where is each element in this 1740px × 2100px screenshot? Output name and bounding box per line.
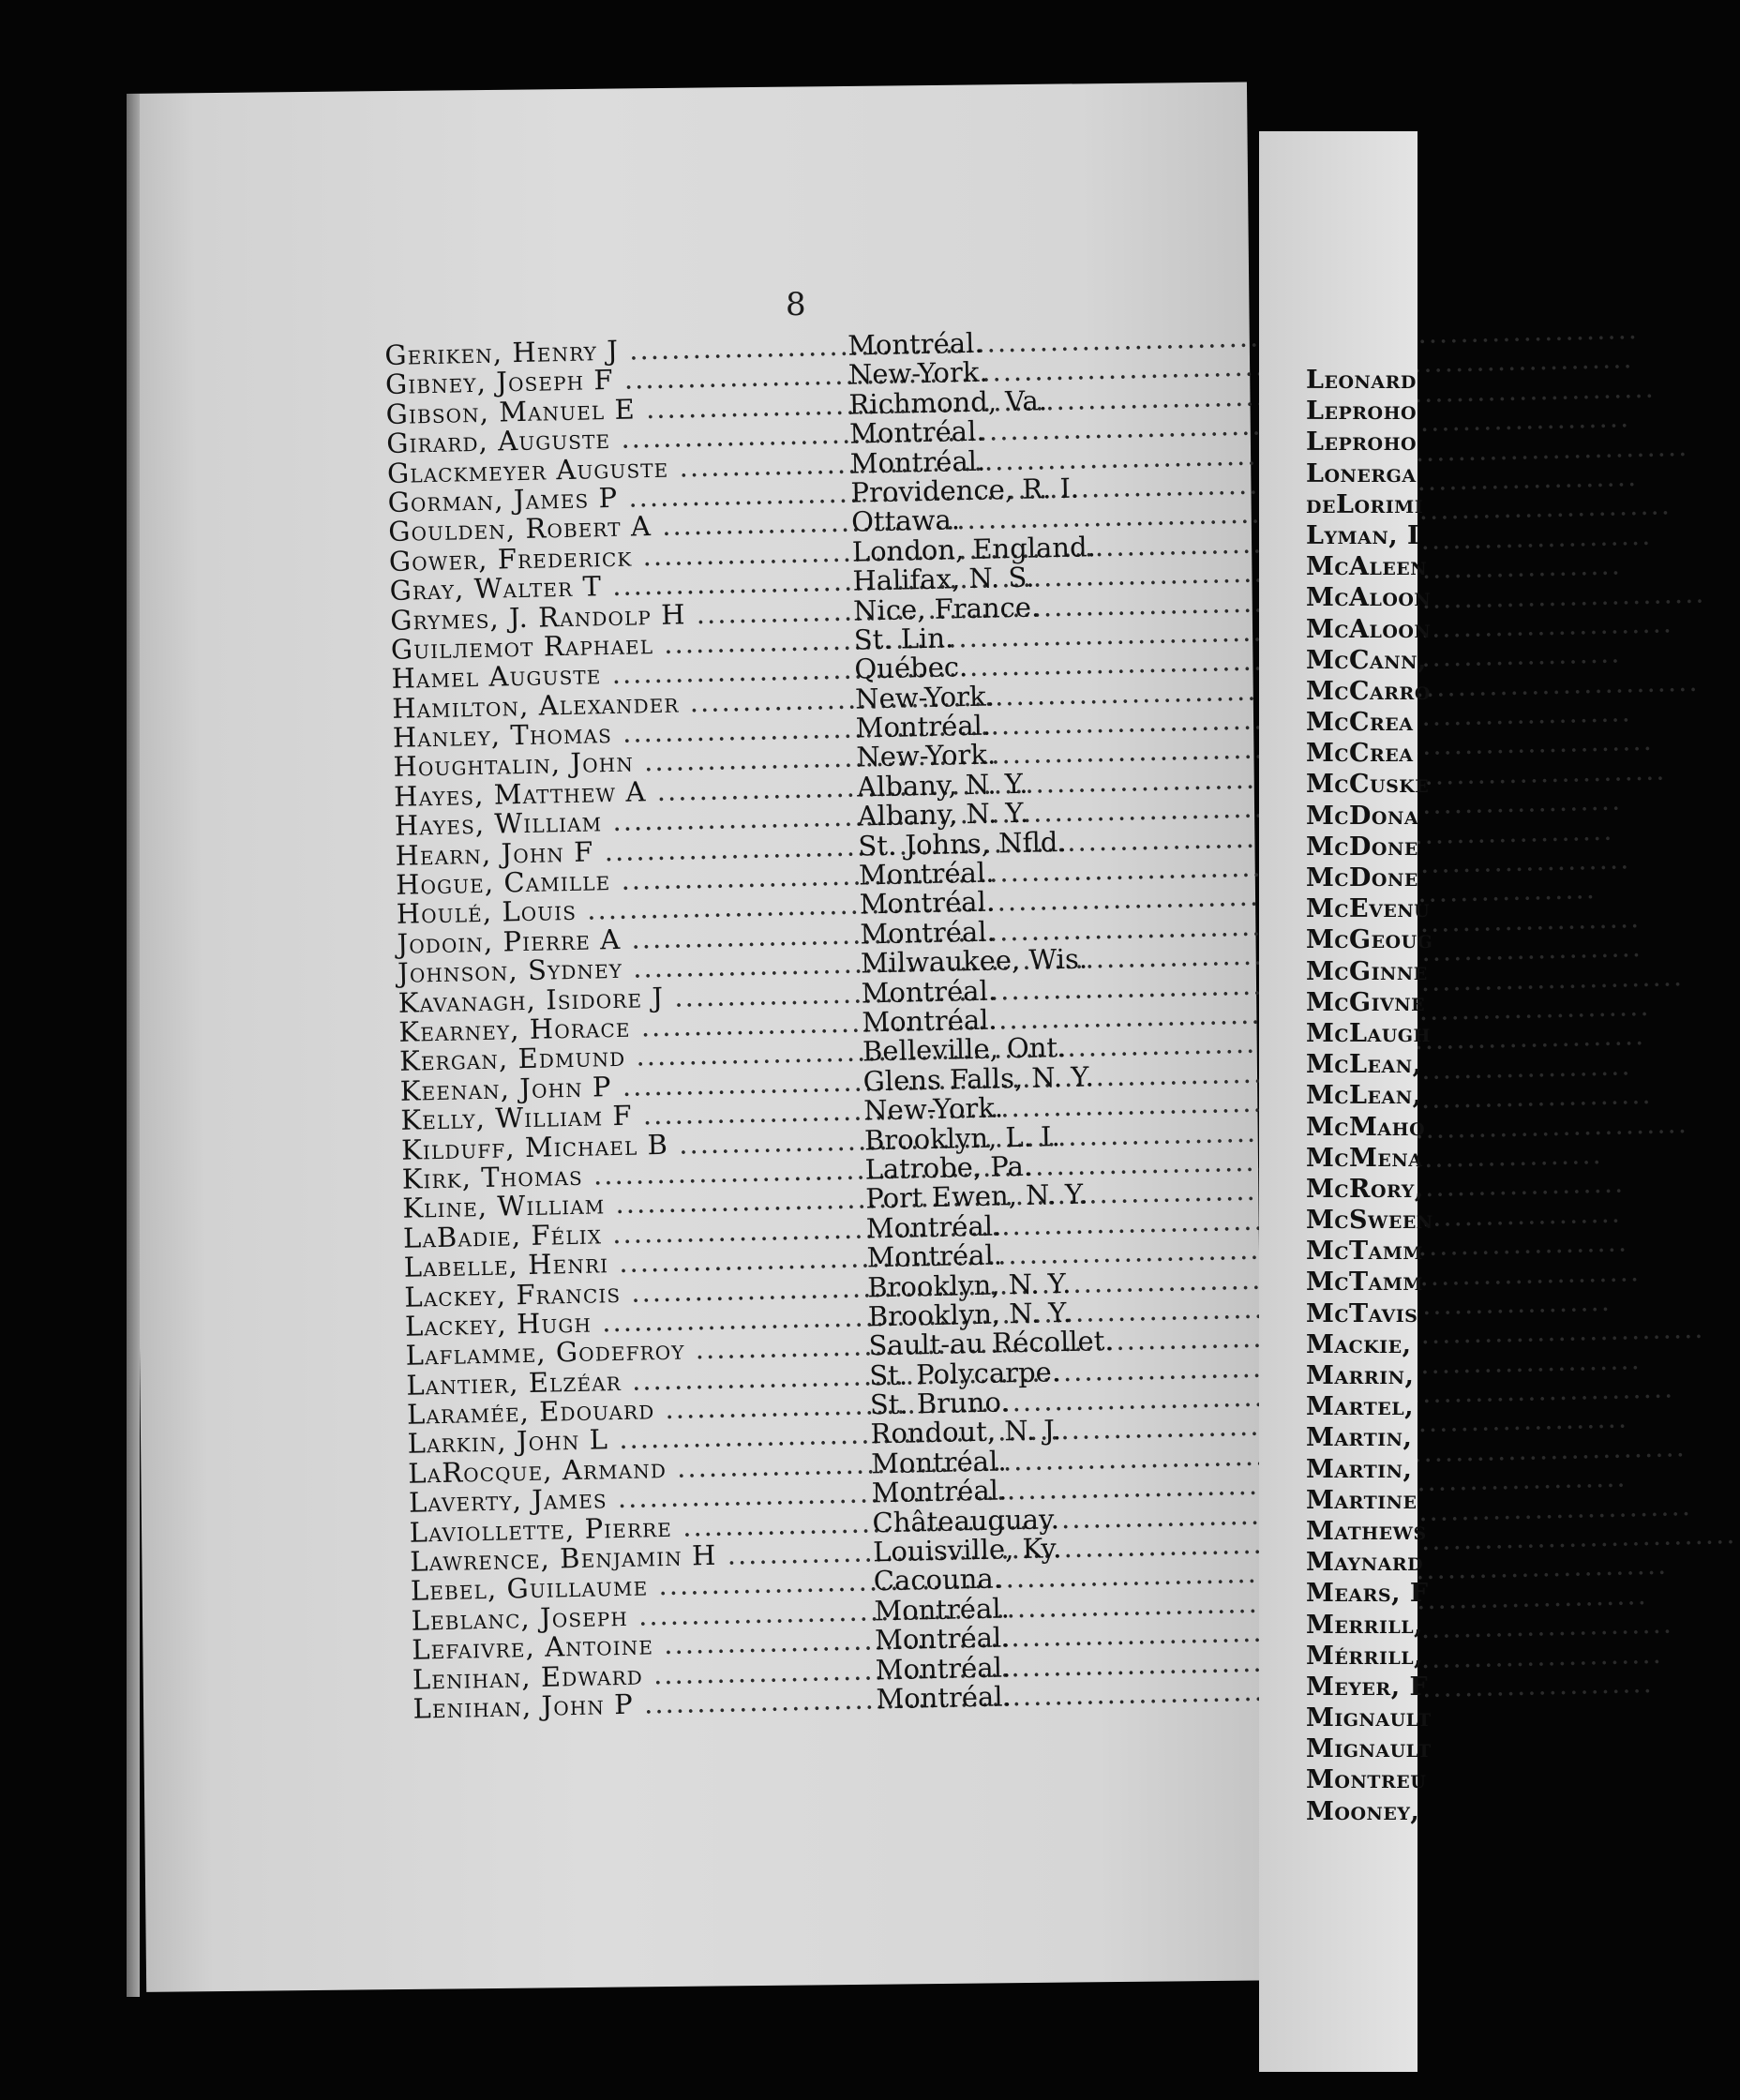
entry-name: Kergan, Edmund .....: [399, 1036, 863, 1077]
right-page-item: McGeoug: [1306, 925, 1433, 955]
entry-place: New-York.: [854, 680, 996, 715]
entry-place: Brooklyn, N. Y.: [867, 1296, 1072, 1333]
entry-place: Nice, France.: [852, 590, 1041, 627]
entry-place: Montréal.: [860, 915, 997, 951]
right-page-item: Mathews: [1306, 1516, 1427, 1546]
entry-name: Hamilton, Alexander .....: [392, 682, 856, 724]
right-page-item: McCarro: [1306, 676, 1431, 706]
entry-place: St. Polycarpe.: [868, 1355, 1061, 1392]
entry-name: Houlé, Louis .....: [396, 889, 860, 930]
entry-place: New-York.: [848, 355, 988, 392]
entry-name: Gray, Walter T .....: [389, 565, 853, 607]
entry-name: Grymes, J. Randolp H .....: [390, 594, 854, 636]
entry-name: Lantier, Elzéar .....: [406, 1359, 870, 1401]
entry-name: Gower, Frederick .....: [389, 535, 853, 577]
entry-name: Geriken, Henry J .....: [384, 330, 848, 371]
right-page-item: Mears, F: [1306, 1579, 1429, 1609]
right-page-item: McAloon: [1306, 614, 1432, 644]
entry-name: Girard, Auguste .....: [386, 418, 850, 459]
entry-place: Belleville, Ont.: [862, 1031, 1067, 1068]
entry-name: Lackey, Hugh .....: [405, 1300, 869, 1342]
entry-place: Montréal.: [876, 1680, 1012, 1716]
entry-place: Montréal.: [855, 709, 992, 744]
right-page-item: McDone: [1306, 832, 1418, 862]
right-page-item: McSween: [1306, 1206, 1433, 1236]
entry-name: Johnson, Sydney .....: [398, 948, 862, 989]
right-page-list: [1306, 366, 1433, 1828]
entry-name: Laverty, James .....: [409, 1478, 873, 1519]
right-page-item: Leproho: [1306, 428, 1418, 458]
right-page-item: Lyman, I: [1306, 520, 1420, 550]
entry-place: Montréal.: [865, 1209, 1002, 1245]
entry-place: Montréal.: [875, 1650, 1012, 1686]
entry-place: St. Bruno.: [869, 1386, 1010, 1421]
entry-name: Lefaivre, Antoine .....: [412, 1625, 876, 1666]
entry-place: Montréal.: [861, 974, 998, 1010]
entry-place: Montréal.: [874, 1621, 1011, 1657]
right-page-item: Montreu: [1306, 1765, 1427, 1795]
entry-name: Hamel Auguste .....: [391, 653, 855, 695]
entry-name: Houghtalin, John .....: [393, 742, 857, 783]
entry-place: Sault-au Récollet.: [868, 1325, 1114, 1362]
entry-name: Laramée, Edouard .....: [407, 1388, 871, 1430]
right-page-item: McTamm: [1306, 1268, 1423, 1298]
right-page-item: Mérrill,: [1306, 1641, 1423, 1671]
entry-name: Kline, William .....: [402, 1183, 866, 1224]
entry-place: Latrobe, Pa.: [864, 1149, 1033, 1186]
entry-name: Glackmeyer Auguste .....: [387, 447, 851, 488]
entry-name: Lackey, Francis .....: [404, 1271, 868, 1312]
entry-name: Lenihan, Edward .....: [412, 1654, 877, 1695]
right-page-item: McAleen: [1306, 552, 1428, 582]
right-page-item: McGivne: [1306, 987, 1426, 1017]
right-page-item: McCrea: [1306, 708, 1414, 738]
entry-name: Kearney, Horace .....: [398, 1006, 862, 1047]
entry-name: Larkin, John L .....: [407, 1418, 871, 1460]
right-page-item: Mooney,: [1306, 1796, 1420, 1826]
right-page-item: McLaugh: [1306, 1018, 1431, 1048]
entry-name: Keenan, John P .....: [399, 1065, 863, 1106]
entry-place: Rondout, N. J.: [870, 1414, 1062, 1450]
entry-place: Halifax, N. S.: [852, 561, 1035, 597]
entry-place: Louisville, Ky.: [872, 1532, 1062, 1568]
right-page-item: Maynard: [1306, 1548, 1424, 1578]
right-page-item: McDona: [1306, 801, 1419, 831]
entry-name: Lebel, Guillaume .....: [411, 1566, 875, 1607]
right-page-item: Merrill,: [1306, 1610, 1423, 1640]
entry-list: [384, 324, 1126, 1725]
entry-name: Leblanc, Joseph .....: [411, 1595, 875, 1636]
entry-place: Ottawa.: [850, 503, 961, 538]
right-page-item: Martin,: [1306, 1454, 1413, 1484]
entry-place: Montréal.: [847, 326, 983, 362]
page-edge: [127, 94, 140, 1997]
right-page-item: McCuske: [1306, 770, 1430, 800]
right-page-item: McDone: [1306, 863, 1418, 892]
right-page-item: Leproho: [1306, 397, 1418, 427]
right-page-item: McLean,: [1306, 1081, 1422, 1111]
entry-place: London, England.: [851, 530, 1097, 568]
right-page-item: McLean,: [1306, 1050, 1422, 1080]
entry-name: Gibney, Joseph F .....: [385, 359, 849, 400]
right-page-item: McRory,: [1306, 1174, 1424, 1204]
right-page-item: McEvenu: [1306, 894, 1431, 924]
right-page-item: McTavis: [1306, 1298, 1418, 1328]
entry-place: Montréal.: [871, 1474, 1008, 1509]
entry-place: Montréal.: [870, 1445, 1007, 1480]
entry-place: Albany, N. Y.: [857, 796, 1029, 832]
entry-place: Montréal.: [874, 1592, 1011, 1628]
right-page-item: McMaho: [1306, 1112, 1426, 1142]
right-page-item: deLorimi: [1306, 489, 1424, 519]
entry-name: Jodoin, Pierre A .....: [397, 918, 861, 959]
entry-name: Lawrence, Benjamin H .....: [410, 1536, 874, 1577]
entry-name: Kilduff, Michael B .....: [401, 1124, 865, 1165]
right-page-item: McGinne: [1306, 956, 1428, 986]
entry-place: St. Johns, Nfld.: [858, 825, 1067, 862]
right-page-item: Martin,: [1306, 1423, 1413, 1453]
entry-place: Brooklyn, L. I.: [863, 1119, 1061, 1157]
right-page-item: McTamm: [1306, 1237, 1423, 1267]
entry-name: Laflamme, Godefroy .....: [405, 1330, 869, 1372]
right-page-item: Lonerga: [1306, 458, 1417, 488]
entry-name: Hanley, Thomas .....: [393, 712, 857, 754]
entry-place: Montréal.: [862, 1003, 998, 1039]
right-page-item: Mignault: [1306, 1734, 1432, 1764]
entry-name: Kirk, Thomas .....: [401, 1153, 865, 1194]
entry-name: Hearn, John F .....: [395, 830, 859, 871]
right-page-item: Marrin,: [1306, 1361, 1415, 1390]
entry-name: Gibson, Manuel E .....: [385, 388, 849, 429]
right-page-item: McCann,: [1306, 645, 1427, 675]
entry-place: Richmond, Va.: [848, 383, 1048, 421]
entry-place: Montréal.: [848, 414, 985, 450]
entry-place: Milwaukee, Wis.: [860, 942, 1088, 980]
entry-place: St. Lin.: [853, 622, 954, 656]
right-page-item: Leonard: [1306, 366, 1417, 395]
entry-name: LaBadie, Félix .....: [403, 1212, 867, 1253]
entry-name: Lenihan, John P .....: [412, 1683, 877, 1724]
entry-place: Montréal.: [859, 885, 996, 921]
entry-place: Albany, N. Y.: [856, 767, 1028, 803]
entry-place: Montréal.: [858, 856, 995, 892]
entry-place: Cacouna.: [873, 1562, 1003, 1598]
entry-name: Kavanagh, Isidore J .....: [398, 977, 862, 1018]
right-page-item: Mackie,: [1306, 1329, 1412, 1359]
right-page-item: Mignault: [1306, 1703, 1432, 1733]
entry-name: Goulden, Robert A .....: [388, 506, 852, 548]
entry-name: Hayes, Matthew A .....: [394, 771, 858, 812]
right-page-item: Martine: [1306, 1485, 1418, 1515]
entry-name: Hogue, Camille .....: [396, 860, 860, 901]
entry-place: Port Ewen, N. Y.: [864, 1178, 1089, 1215]
entry-name: Hayes, William .....: [395, 801, 859, 842]
entry-place: New-York.: [862, 1091, 1004, 1127]
right-page-item: Martel,: [1306, 1392, 1414, 1422]
entry-place: Montréal.: [849, 444, 986, 480]
right-page-item: McCrea: [1306, 739, 1414, 769]
entry-place: Providence, R. I.: [850, 472, 1080, 509]
page-number: 8: [786, 286, 806, 323]
entry-name: Labelle, Henri .....: [403, 1242, 867, 1283]
right-page: [1259, 131, 1433, 2072]
entry-name: Laviollette, Pierre .....: [409, 1507, 873, 1548]
entry-place: Brooklyn, N. Y.: [866, 1267, 1072, 1303]
entry-place: Châteauguay.: [872, 1502, 1060, 1538]
right-page-item: McMena: [1306, 1143, 1423, 1173]
entry-place: Glens Falls, N. Y.: [862, 1060, 1095, 1098]
entry-place: Montréal.: [866, 1238, 1003, 1274]
entry-name: Kelly, William F .....: [400, 1095, 864, 1136]
entry-name: LaRocque, Armand .....: [408, 1448, 872, 1489]
right-page-item: McAloon: [1306, 583, 1432, 613]
entry-place: Québec.: [854, 651, 968, 685]
right-page-item: Meyer, F: [1306, 1672, 1429, 1702]
entry-name: Gorman, James P .....: [387, 477, 851, 518]
entry-place: New-York.: [856, 738, 997, 774]
entry-name: Guilлemot Raphael .....: [391, 623, 855, 665]
